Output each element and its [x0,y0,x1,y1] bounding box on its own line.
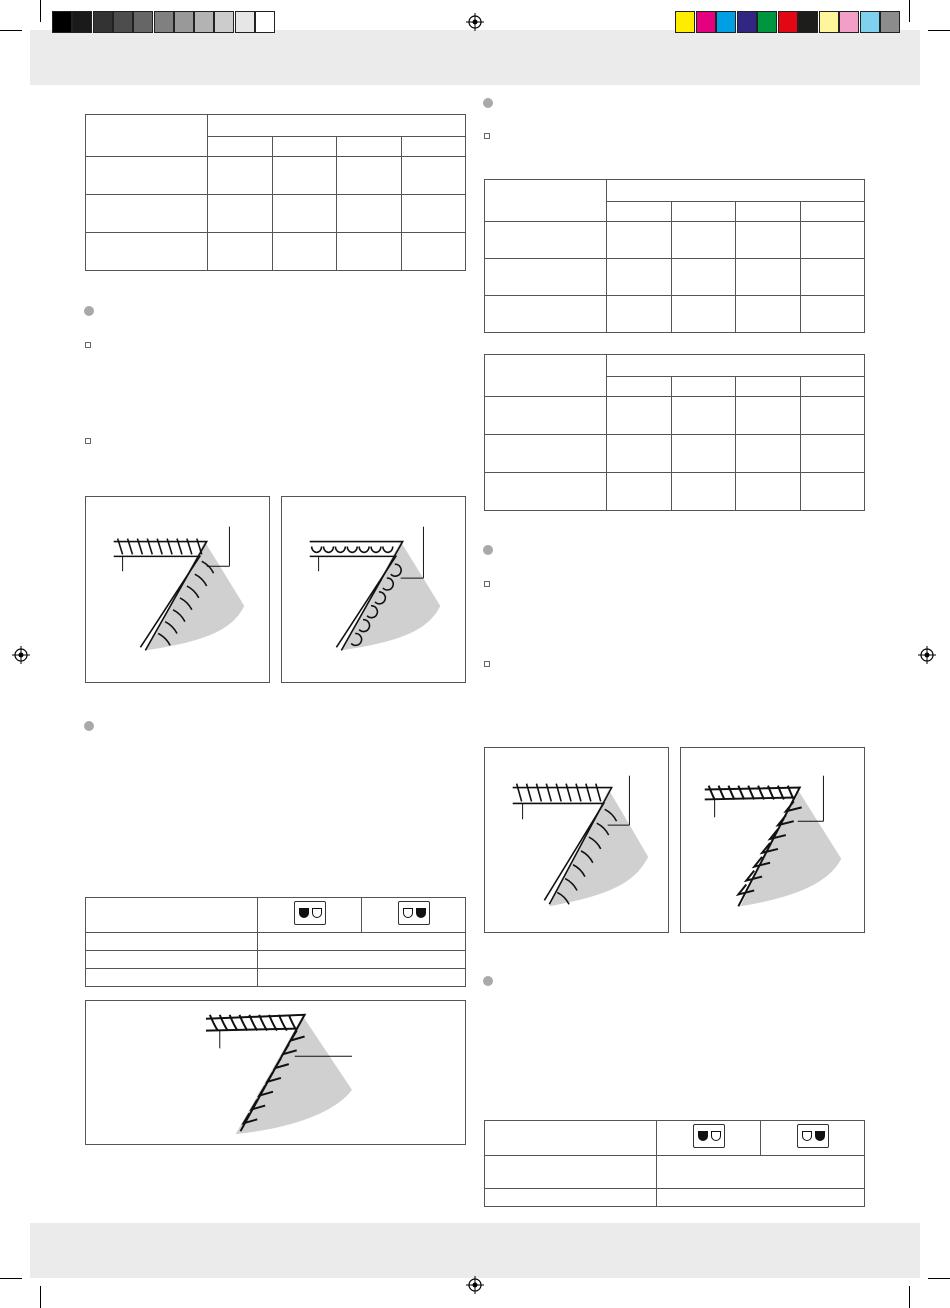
calibration-swatch [778,11,798,33]
registration-mark-icon [918,646,936,664]
table-header-cell [362,898,466,933]
settings-table-2 [484,179,865,333]
table-cell [800,222,865,259]
table-cell [401,157,466,195]
top-gray-band [30,30,920,85]
table-cell [671,259,736,296]
stitch-illustration-panel [85,1000,466,1145]
needle-position-right-icon [398,901,430,925]
table-subheader-cell [800,202,865,222]
square-checkbox-icon [85,342,91,348]
crop-mark [909,1286,910,1308]
square-checkbox-icon [484,661,490,667]
registration-mark-icon [466,1276,484,1294]
table-cell [671,473,736,511]
table-cell [258,969,466,987]
table-subheader-cell [208,137,273,157]
needle-position-left-icon [294,901,326,925]
table-cell [607,296,672,333]
table-cell [86,933,258,951]
table-cell [86,157,208,195]
table-cell [485,473,607,511]
table-cell [337,195,402,233]
table-header-cell [607,355,865,377]
rolled-hem-illustration [86,1001,465,1144]
crop-mark [40,1286,41,1308]
table-cell [800,473,865,511]
table-cell [86,233,208,271]
table-header-cell [485,180,607,222]
calibration-swatch [133,11,153,33]
bottom-gray-band [30,1223,920,1278]
calibration-swatch [860,11,880,33]
table-subheader-cell [736,202,801,222]
table-cell [485,222,607,259]
table-cell [86,195,208,233]
stitch-illustration-panel [680,747,865,933]
needle-position-table-1 [85,897,466,987]
table-cell [337,157,402,195]
calibration-swatch [675,11,695,33]
table-cell [736,435,801,473]
calibration-swatch [798,11,818,33]
table-cell [485,397,607,435]
table-cell [86,951,258,969]
table-header-cell [657,1121,761,1156]
calibration-swatch [737,11,757,33]
crop-mark [0,30,22,31]
table-cell [657,1189,865,1207]
table-cell [485,296,607,333]
table-subheader-cell [671,377,736,397]
calibration-swatch [174,11,194,33]
calibration-swatch [113,11,133,33]
table-cell [272,195,337,233]
calibration-swatch [716,11,736,33]
crop-mark [909,0,910,22]
table-cell [800,397,865,435]
table-cell [208,233,273,271]
square-checkbox-icon [484,581,490,587]
table-cell [736,259,801,296]
gray-bullet-icon [84,306,94,316]
table-subheader-cell [272,137,337,157]
table-cell [337,233,402,271]
settings-table-1 [85,114,466,271]
calibration-swatch [235,11,255,33]
table-header-cell [208,115,466,137]
table-cell [800,296,865,333]
table-cell [208,157,273,195]
table-header-cell [86,898,258,933]
table-subheader-cell [671,202,736,222]
table-header-cell [761,1121,865,1156]
table-subheader-cell [800,377,865,397]
calibration-swatch [52,11,72,33]
table-cell [401,195,466,233]
table-cell [607,435,672,473]
calibration-swatch [255,11,275,33]
table-cell [607,473,672,511]
stitch-illustration-panel [85,496,270,683]
settings-table-3 [484,354,865,511]
gray-bullet-icon [84,721,94,731]
registration-mark-icon [466,13,484,31]
table-header-cell [258,898,362,933]
stitch-illustration-panel [281,496,466,683]
table-cell [401,233,466,271]
table-cell [485,1156,657,1189]
calibration-swatch [194,11,214,33]
square-checkbox-icon [484,133,490,139]
calibration-swatch [819,11,839,33]
table-cell [736,397,801,435]
registration-mark-icon [12,646,30,664]
gray-bullet-icon [483,976,493,986]
calibration-swatch [214,11,234,33]
table-cell [657,1156,865,1189]
square-checkbox-icon [85,438,91,444]
crop-mark [928,1278,950,1279]
flatlock-seam-illustration [681,748,864,932]
table-subheader-cell [401,137,466,157]
table-cell [485,259,607,296]
table-cell [671,296,736,333]
table-cell [258,951,466,969]
table-cell [272,157,337,195]
stitch-illustration-panel [484,747,669,933]
table-cell [671,397,736,435]
needle-position-right-icon [797,1124,829,1148]
calibration-swatch [839,11,859,33]
table-cell [607,397,672,435]
table-cell [671,435,736,473]
table-subheader-cell [607,202,672,222]
overlock-seam-illustration [485,748,668,932]
table-cell [736,222,801,259]
calibration-swatch [93,11,113,33]
table-header-cell [485,355,607,397]
table-cell [800,259,865,296]
table-header-cell [485,1121,657,1156]
table-cell [736,296,801,333]
needle-position-left-icon [693,1124,725,1148]
overlock-seam-illustration [282,497,465,682]
table-cell [86,969,258,987]
needle-position-table-2 [484,1120,865,1207]
calibration-swatch [72,11,92,33]
table-cell [485,435,607,473]
calibration-swatch [696,11,716,33]
gray-bullet-icon [483,98,493,108]
table-cell [800,435,865,473]
crop-mark [0,1278,22,1279]
table-cell [671,222,736,259]
table-subheader-cell [736,377,801,397]
table-subheader-cell [337,137,402,157]
overlock-seam-illustration [86,497,269,682]
table-subheader-cell [607,377,672,397]
table-cell [258,933,466,951]
table-cell [272,233,337,271]
crop-mark [928,30,950,31]
table-header-cell [607,180,865,202]
table-cell [485,1189,657,1207]
gray-bullet-icon [483,545,493,555]
calibration-swatch [757,11,777,33]
table-cell [208,195,273,233]
calibration-swatch [880,11,900,33]
table-cell [736,473,801,511]
table-header-cell [86,115,208,157]
table-cell [607,259,672,296]
crop-mark [40,0,41,22]
calibration-swatch [154,11,174,33]
table-cell [607,222,672,259]
